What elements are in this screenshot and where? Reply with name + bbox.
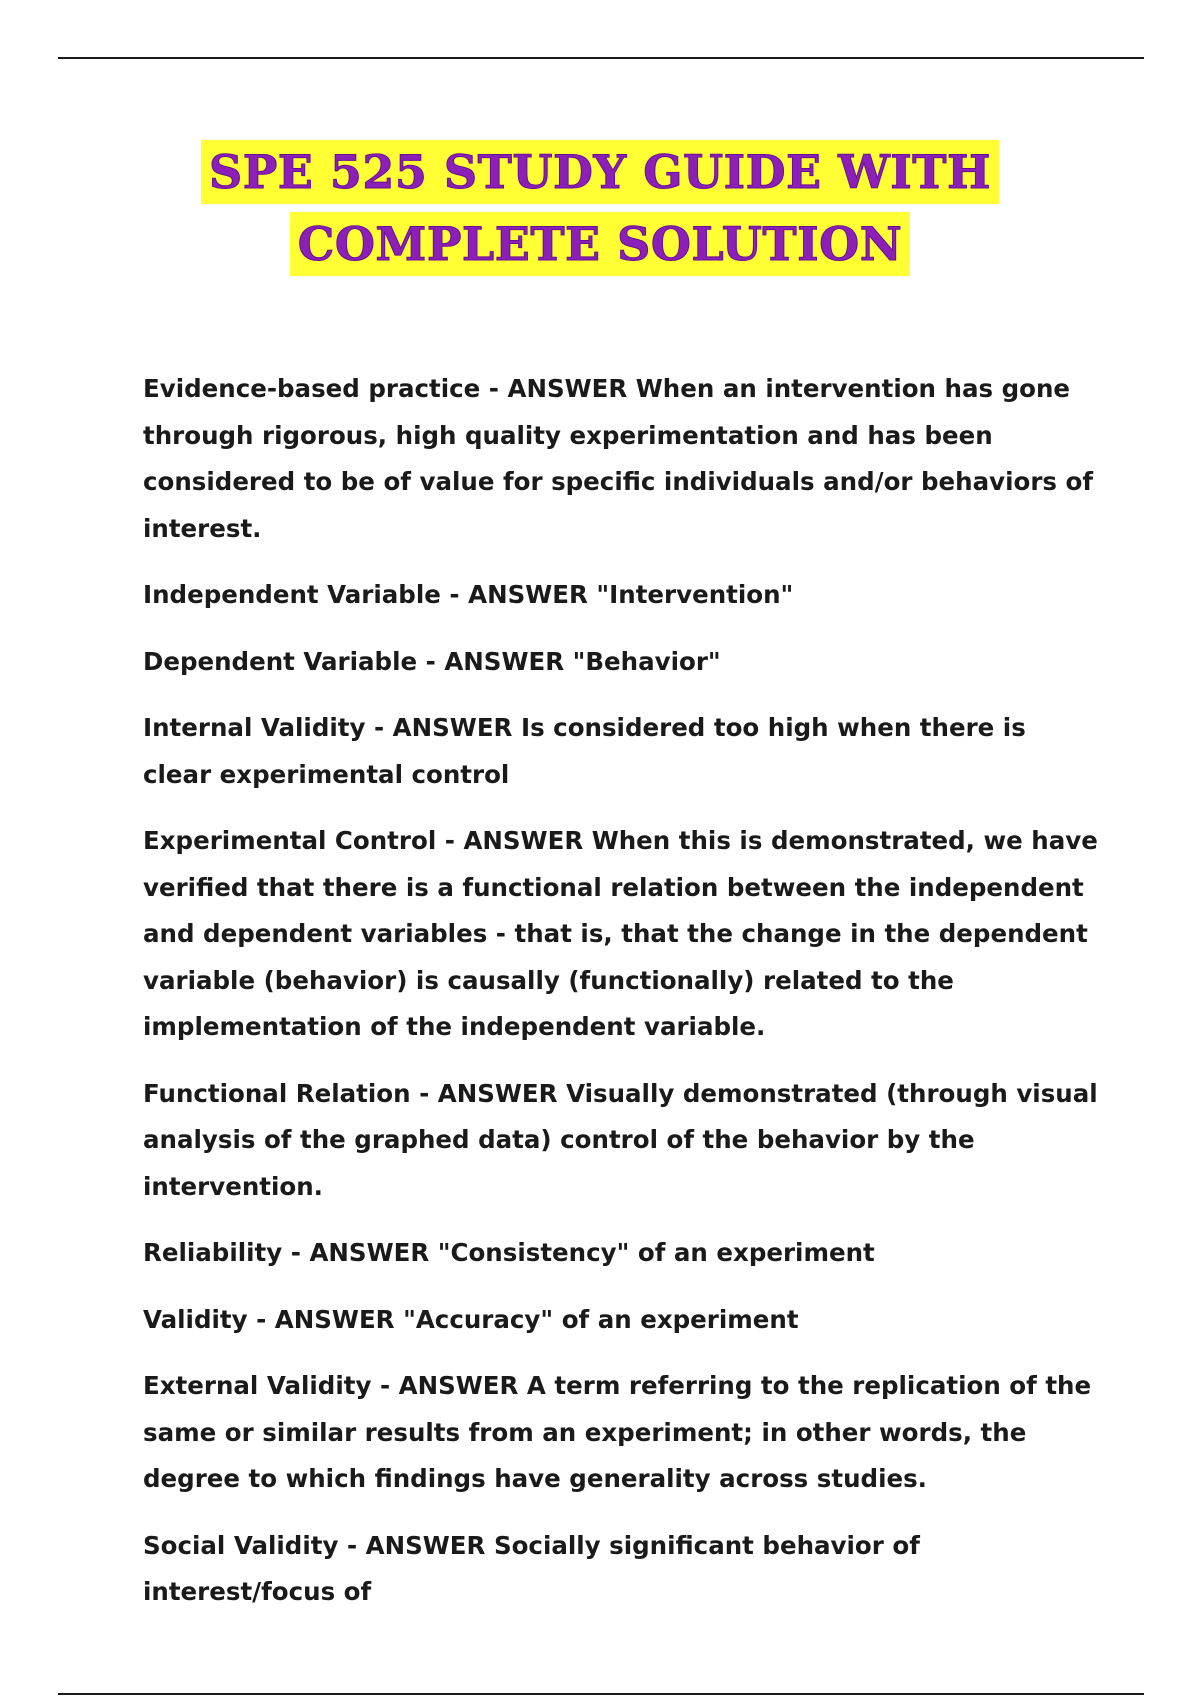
entry-independent-variable bbox=[143, 572, 1098, 619]
entry-answer: Visually demonstrated (through visual analysis of the graphed data) control of the behavior by the intervention. bbox=[143, 1078, 1098, 1201]
entry-answer: When an intervention has gone through rigorous, high quality experimentation and has been considered to be of value for specific individuals and/or behaviors of interest. bbox=[143, 374, 1094, 543]
entry-term: Social Validity bbox=[143, 1530, 339, 1560]
entry-answer: When this is demonstrated, we have verified that there is a functional relation between the independent and dependent variables - that is, that the change in the dependent variable (behavior) is causally (functionally) related to the implementation of the independent variable. bbox=[143, 826, 1098, 1041]
entry-term: Evidence-based practice bbox=[143, 374, 481, 403]
entry-term: External Validity bbox=[143, 1371, 372, 1400]
document-title bbox=[0, 140, 1200, 276]
entry-answer: "Intervention" bbox=[596, 580, 794, 609]
entry-external-validity bbox=[143, 1363, 1098, 1503]
answer-separator: - ANSWER bbox=[480, 374, 636, 403]
top-rule bbox=[58, 57, 1144, 59]
entry-answer: Is considered too high when there is clear experimental control bbox=[143, 713, 1026, 789]
entry-social-validity bbox=[143, 1523, 1098, 1616]
entry-dependent-variable bbox=[143, 639, 1098, 686]
entry-term: Reliability bbox=[143, 1238, 283, 1267]
answer-separator: - ANSWER bbox=[417, 646, 573, 676]
entry-evidence-based-practice bbox=[143, 366, 1098, 552]
answer-separator: - ANSWER bbox=[410, 1078, 567, 1108]
answer-separator: - ANSWER bbox=[440, 580, 597, 609]
entry-answer: "Accuracy" of an experiment bbox=[403, 1304, 799, 1334]
study-guide-entries bbox=[143, 366, 1098, 1636]
entry-answer: "Consistency" of an experiment bbox=[437, 1238, 875, 1267]
entry-answer: A term referring to the replication of the same or similar results from an experiment; in other words, the degree to which findings have generality across studies. bbox=[143, 1371, 1092, 1493]
title-line-1: SPE 525 STUDY GUIDE WITH bbox=[201, 140, 999, 204]
entry-experimental-control bbox=[143, 818, 1098, 1051]
entry-answer: "Behavior" bbox=[572, 646, 721, 676]
entry-validity bbox=[143, 1297, 1098, 1344]
bottom-rule bbox=[58, 1693, 1144, 1695]
entry-functional-relation bbox=[143, 1071, 1098, 1211]
title-line-2: COMPLETE SOLUTION bbox=[290, 212, 911, 276]
entry-term: Experimental Control bbox=[143, 826, 437, 855]
entry-term: Independent Variable bbox=[143, 580, 441, 609]
answer-separator: - ANSWER bbox=[247, 1304, 404, 1334]
entry-internal-validity bbox=[143, 705, 1098, 798]
entry-term: Functional Relation bbox=[143, 1078, 411, 1108]
answer-separator: - ANSWER bbox=[436, 826, 592, 855]
entry-term: Internal Validity bbox=[143, 713, 366, 742]
answer-separator: - ANSWER bbox=[365, 713, 521, 742]
answer-separator: - ANSWER bbox=[338, 1530, 494, 1560]
entry-term: Dependent Variable bbox=[143, 646, 418, 676]
entry-answer: Socially significant behavior of interest/focus of bbox=[143, 1530, 920, 1606]
answer-separator: - ANSWER bbox=[282, 1238, 438, 1267]
answer-separator: - ANSWER bbox=[371, 1371, 527, 1400]
entry-term: Validity bbox=[143, 1304, 248, 1334]
entry-reliability bbox=[143, 1230, 1098, 1277]
